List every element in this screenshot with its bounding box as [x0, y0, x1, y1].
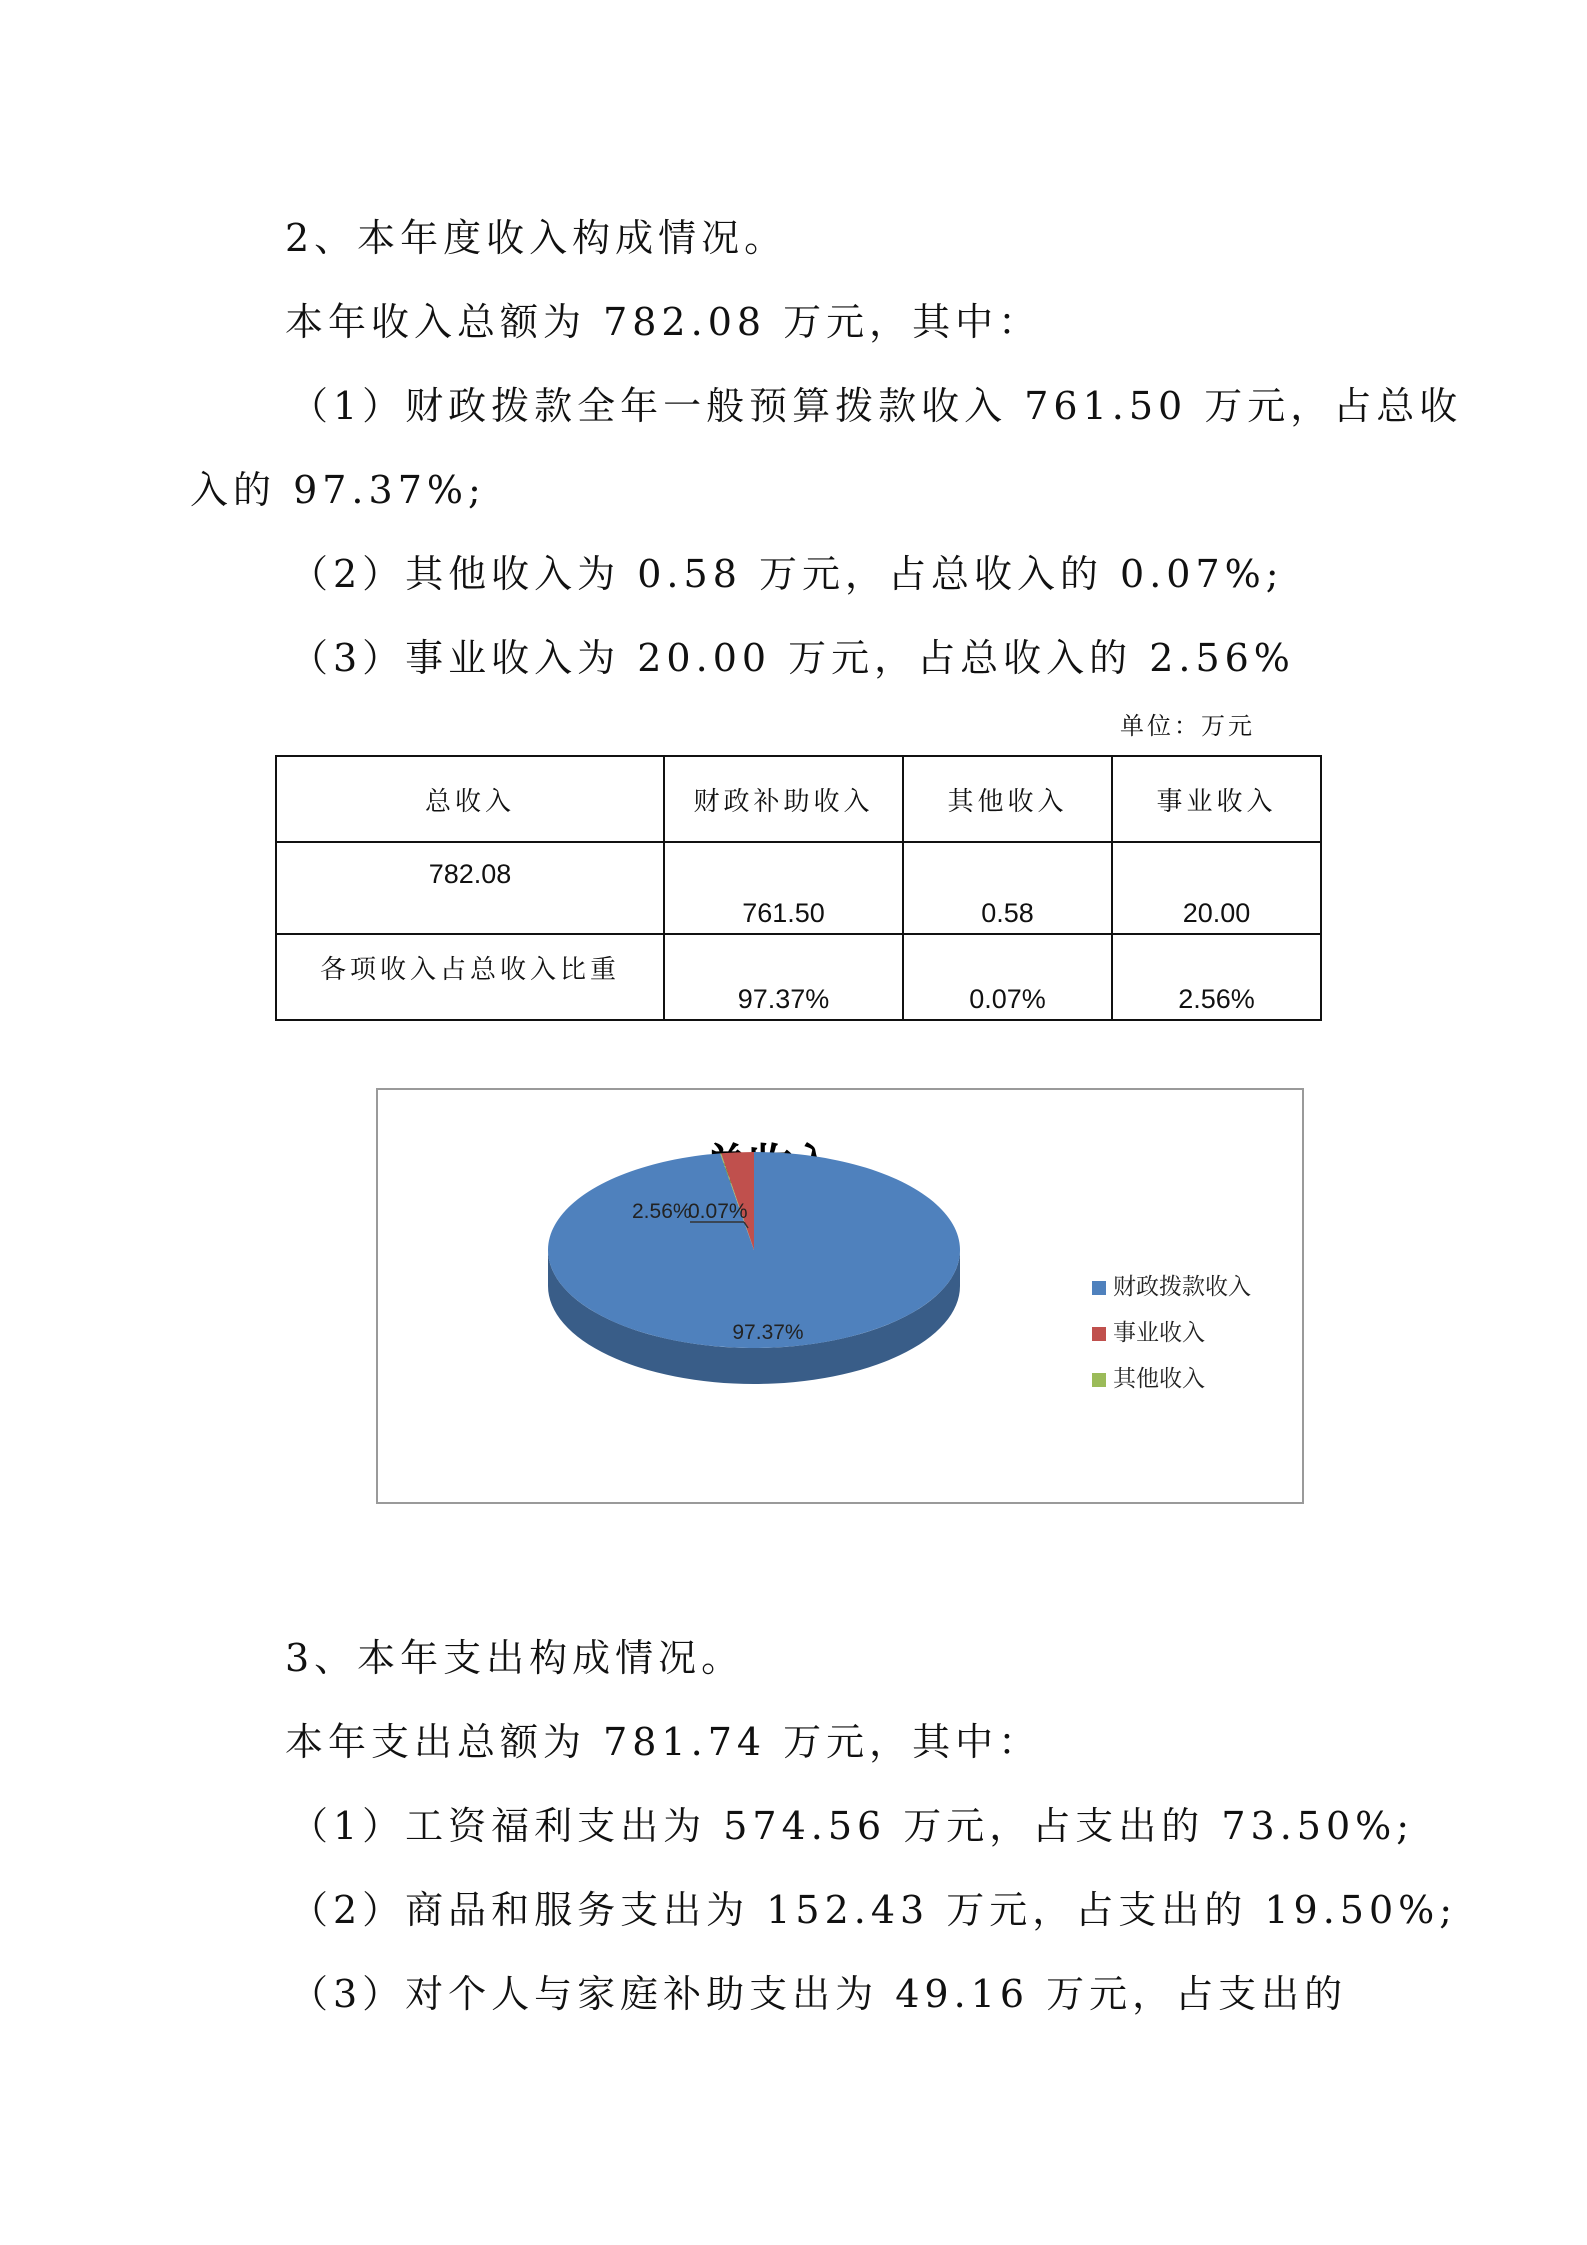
expense-item3: （3）对个人与家庭补助支出为 49.16 万元，占支出的	[290, 1972, 1348, 2016]
table-header-row	[276, 756, 1321, 842]
data-label-other: 0.07%	[688, 1200, 748, 1223]
income-item1-line2: 入的 97.37%;	[190, 468, 486, 512]
legend-label-other: 其他收入	[1113, 1366, 1205, 1392]
ratio-label: 各项收入占总收入比重	[276, 934, 664, 1020]
value-other: 0.58	[903, 842, 1112, 934]
legend-swatch-other	[1092, 1373, 1106, 1387]
income-item2: （2）其他收入为 0.58 万元，占总收入的 0.07%;	[290, 552, 1284, 596]
chart-legend	[1092, 1274, 1251, 1392]
header-total: 总收入	[276, 756, 664, 842]
pie-chart-svg	[378, 1090, 1302, 1502]
ratio-business: 2.56%	[1112, 934, 1321, 1020]
expense-item1: （1）工资福利支出为 574.56 万元，占支出的 73.50%;	[290, 1804, 1415, 1848]
income-total-line: 本年收入总额为 782.08 万元，其中：	[285, 300, 1042, 344]
header-fiscal: 财政补助收入	[664, 756, 903, 842]
expense-item2: （2）商品和服务支出为 152.43 万元，占支出的 19.50%;	[290, 1888, 1458, 1932]
table-row-values	[276, 842, 1321, 934]
section2-heading: 2、本年度收入构成情况。	[285, 216, 788, 260]
ratio-other: 0.07%	[903, 934, 1112, 1020]
data-label-fiscal: 97.37%	[732, 1321, 804, 1344]
ratio-fiscal: 97.37%	[664, 934, 903, 1020]
expense-total-line: 本年支出总额为 781.74 万元，其中：	[285, 1720, 1042, 1764]
pie-group	[548, 1152, 960, 1384]
income-pie-chart	[376, 1088, 1304, 1504]
table-row-ratios	[276, 934, 1321, 1020]
value-business: 20.00	[1112, 842, 1321, 934]
unit-label: 单位：万元	[1120, 712, 1255, 740]
legend-swatch-business	[1092, 1327, 1106, 1341]
header-other: 其他收入	[903, 756, 1112, 842]
data-label-business: 2.56%	[632, 1200, 692, 1223]
income-item3: （3）事业收入为 20.00 万元，占总收入的 2.56%	[290, 636, 1295, 680]
income-table	[275, 755, 1322, 1021]
legend-label-business: 事业收入	[1113, 1320, 1205, 1346]
legend-label-fiscal: 财政拨款收入	[1113, 1274, 1251, 1300]
value-total: 782.08	[276, 842, 664, 934]
income-item1-line1: （1）财政拨款全年一般预算拨款收入 761.50 万元，占总收	[290, 384, 1463, 428]
legend-swatch-fiscal	[1092, 1281, 1106, 1295]
value-fiscal: 761.50	[664, 842, 903, 934]
header-business: 事业收入	[1112, 756, 1321, 842]
section3-heading: 3、本年支出构成情况。	[285, 1636, 745, 1680]
